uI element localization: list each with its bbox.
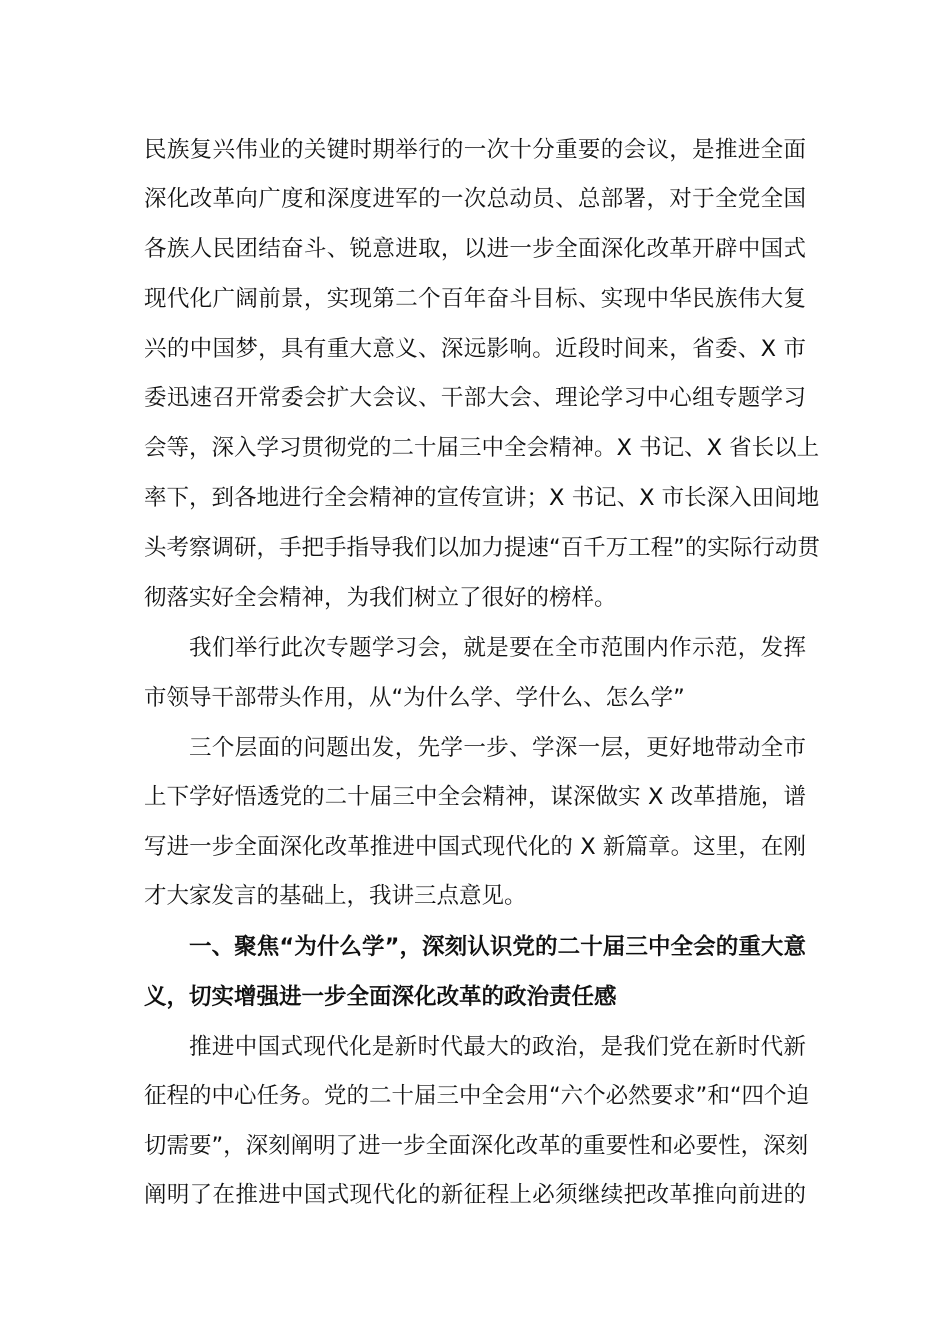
- body-text-line: 征程的中心任务。党的二十届三中全会用“六个必然要求”和“四个迫: [144, 1083, 809, 1109]
- body-text-line: 写进一步全面深化改革推进中国式现代化的 X 新篇章。这里，在刚: [144, 834, 806, 860]
- section-heading-continued: 义，切实增强进一步全面深化改革的政治责任感: [144, 984, 617, 1010]
- paragraph-first-line: 我们举行此次专题学习会，就是要在全市范围内作示范，发挥: [189, 635, 806, 661]
- body-text-line: 率下，到各地进行全会精神的宣传宣讲；X 书记、X 市长深入田间地: [144, 485, 820, 511]
- body-text-line: 民族复兴伟业的关键时期举行的一次十分重要的会议，是推进全面: [144, 137, 806, 163]
- section-heading: 一、聚焦“为什么学”，深刻认识党的二十届三中全会的重大意: [189, 934, 806, 960]
- paragraph-first-line: 推进中国式现代化是新时代最大的政治，是我们党在新时代新: [189, 1034, 806, 1060]
- body-text-line: 委迅速召开常委会扩大会议、干部大会、理论学习中心组专题学习: [144, 385, 806, 411]
- body-text-line: 才大家发言的基础上，我讲三点意见。: [144, 883, 527, 909]
- body-text-line: 深化改革向广度和深度进军的一次总动员、总部署，对于全党全国: [144, 186, 806, 212]
- body-text-line: 兴的中国梦，具有重大意义、深远影响。近段时间来，省委、X 市: [144, 336, 806, 362]
- body-text-line: 头考察调研，手把手指导我们以加力提速“百千万工程”的实际行动贯: [144, 535, 820, 561]
- body-text-line: 现代化广阔前景，实现第二个百年奋斗目标、实现中华民族伟大复: [144, 286, 806, 312]
- body-text-line: 阐明了在推进中国式现代化的新征程上必须继续把改革推向前进的: [144, 1182, 806, 1208]
- body-text-line: 切需要”，深刻阐明了进一步全面深化改革的重要性和必要性，深刻: [144, 1133, 809, 1159]
- body-text-line: 彻落实好全会精神，为我们树立了很好的榜样。: [144, 585, 617, 611]
- body-text-line: 各族人民团结奋斗、锐意进取，以进一步全面深化改革开辟中国式: [144, 236, 806, 262]
- body-text-line: 上下学好悟透党的二十届三中全会精神，谋深做实 X 改革措施，谱: [144, 784, 806, 810]
- body-text-line: 会等，深入学习贯彻党的二十届三中全会精神。X 书记、X 省长以上: [144, 435, 820, 461]
- paragraph-first-line: 三个层面的问题出发，先学一步、学深一层，更好地带动全市: [189, 735, 806, 761]
- body-text-line: 市领导干部带头作用，从“为什么学、学什么、怎么学”: [144, 685, 685, 711]
